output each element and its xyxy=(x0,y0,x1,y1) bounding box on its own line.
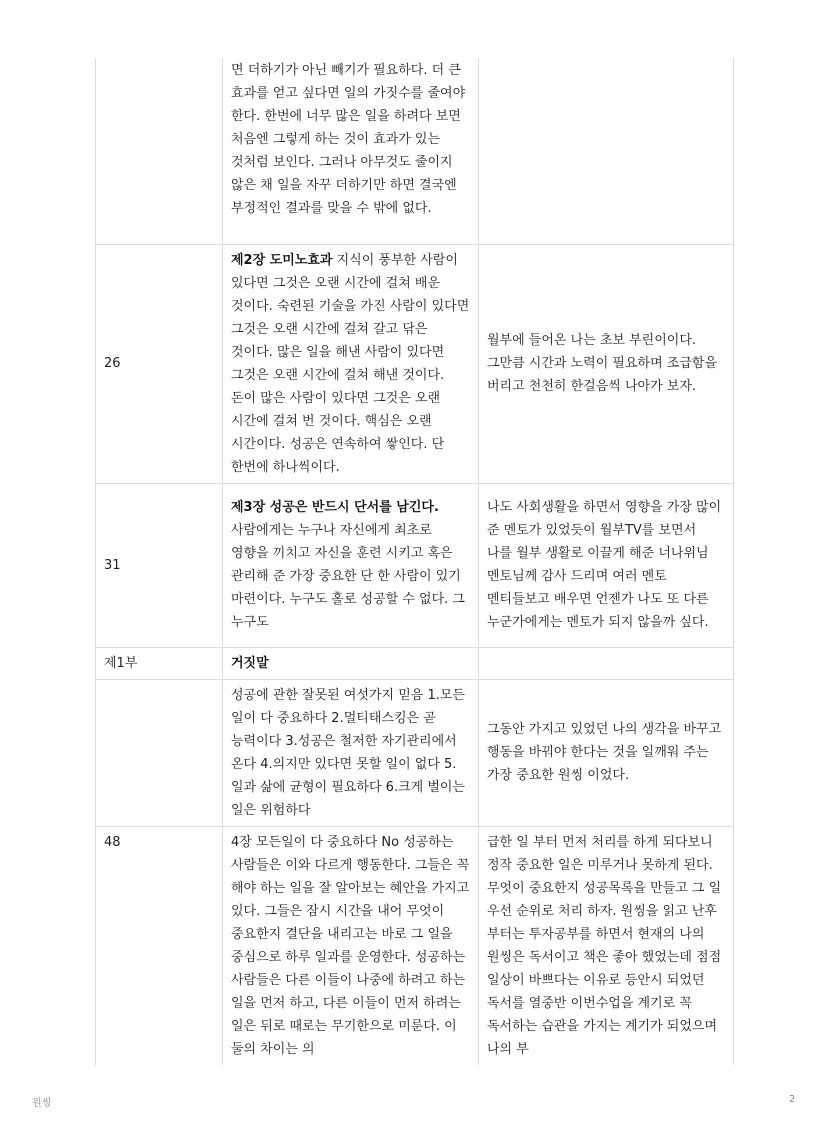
table-row xyxy=(96,647,734,679)
note-cell xyxy=(479,58,734,244)
page-cell xyxy=(96,58,223,244)
quote-text: 사람에게는 누구나 자신에게 최초로 영향을 끼치고 자신을 훈련 시키고 혹은 관리해 준 가장 중요한 단 한 사람이 있기 마련이다. 누구도 홀로 성공할 수 없다. 그 누구도 xyxy=(231,523,465,630)
part-title: 거짓말 xyxy=(231,655,269,671)
quote-text: 4장 모든일이 다 중요하다 No 성공하는 사람들은 이와 다르게 행동한다. 그들은 꼭 해야 하는 일을 잘 알아보는 혜안을 가지고 있다. 그들은 잠시 시간을 내어 무엇이 중요한지 결단을 내리고는 바로 그 일을 중심으로 하루 일과를 운영한다. 성공하는 사람들은 다른 이들이 나중에 하려고 하는 일을 먼저 하고, 다른 이들이 먼저 하려는 일은 뒤로 때로는 무기한으로 미룬다. 이 둘의 차이는 의 xyxy=(231,834,470,1057)
quote-text: 면 더하기가 아닌 빼기가 필요하다. 더 큰 효과를 얻고 싶다면 일의 가짓수를 줄여야 한다. 한번에 너무 많은 일을 하려다 보면 처음엔 그렇게 하는 것이 효과가 있는 것처럼 보인다. 그러나 아무것도 줄이지 않은 채 일을 자꾸 더하기만 하면 결국엔 부정적인 결과를 맞을 수 밖에 없다. xyxy=(231,63,466,216)
quote-cell xyxy=(223,58,479,244)
quote-cell xyxy=(223,244,479,483)
quote-cell xyxy=(223,826,479,1065)
footer-page-number: 2 xyxy=(789,1094,796,1105)
footer-book-title: 원씽 xyxy=(32,1098,52,1109)
table-row xyxy=(96,58,734,244)
chapter-heading: 제3장 성공은 반드시 단서를 남긴다. xyxy=(231,500,439,515)
note-cell: 급한 일 부터 먼저 처리를 하게 되다보니 정작 중요한 일은 미루거나 못하게 된다. 무엇이 중요한지 성공목록을 만들고 그 일 우선 순위로 처리 하자. 원씽을 읽고 난후 부터는 투자공부를 하면서 현재의 나의 원씽은 독서이고 책은 좋아 했었는데 점점 일상이 바쁘다는 이유로 등안시 되었던 독서를 열중반 이번수업을 계기로 꼭 독서하는 습관을 가지는 계기가 되었으며 나의 부 xyxy=(479,826,734,1065)
table-row xyxy=(96,679,734,826)
note-cell: 나도 사회생활을 하면서 영향을 가장 많이 준 멘토가 있었듯이 월부TV를 보면서 나를 월부 생활로 이끌게 해준 너나위님 멘토님께 감사 드리며 여러 멘토 멘티들보고 배우면 언젠가 나도 또 다른 누군가에게는 멘토가 되지 않을까 싶다. xyxy=(479,483,734,647)
page-cell xyxy=(96,679,223,826)
reading-notes-table xyxy=(95,58,734,1065)
quote-cell xyxy=(223,647,479,679)
quote-text: 성공에 관한 잘못된 여섯가지 믿음 1.모든 일이 다 중요하다 2.멀티태스킹은 곧 능력이다 3.성공은 철저한 자기관리에서 온다 4.의지만 있다면 못할 일이 없다 5.일과 삶에 균형이 필요하다 6.크게 벌이는 일은 위험하다 xyxy=(231,687,465,818)
note-cell xyxy=(479,647,734,679)
page-cell: 제1부 xyxy=(96,647,223,679)
page-cell: 26 xyxy=(96,244,223,483)
table-row xyxy=(96,483,734,647)
chapter-heading: 제2장 도미노효과 xyxy=(231,252,333,268)
quote-text: 지식이 풍부한 사람이 있다면 그것은 오랜 시간에 걸쳐 배운 것이다. 숙련된 기술을 가진 사람이 있다면 그것은 오랜 시간에 걸쳐 갈고 닦은 것이다. 많은 일을 해낸 사람이 있다면 그것은 오랜 시간에 걸쳐 해낸 것이다. 돈이 많은 사람이 있다면 그것은 오랜 시간에 걸쳐 번 것이다. 핵심은 오랜 시간이다. 성공은 연속하여 쌓인다. 단 한번에 하나씩이다. xyxy=(231,252,470,475)
quote-cell xyxy=(223,679,479,826)
note-cell: 그동안 가지고 있었던 나의 생각을 바꾸고 행동을 바꿔야 한다는 것을 일깨워 주는 가장 중요한 원씽 이었다. xyxy=(479,679,734,826)
page-cell: 31 xyxy=(96,483,223,647)
quote-cell xyxy=(223,483,479,647)
table-row xyxy=(96,826,734,1065)
table-row xyxy=(96,244,734,483)
page-cell: 48 xyxy=(96,826,223,1065)
note-cell: 월부에 들어온 나는 초보 부린이이다. 그만큼 시간과 노력이 필요하며 조급함을 버리고 천천히 한걸음씩 나아가 보자. xyxy=(479,244,734,483)
